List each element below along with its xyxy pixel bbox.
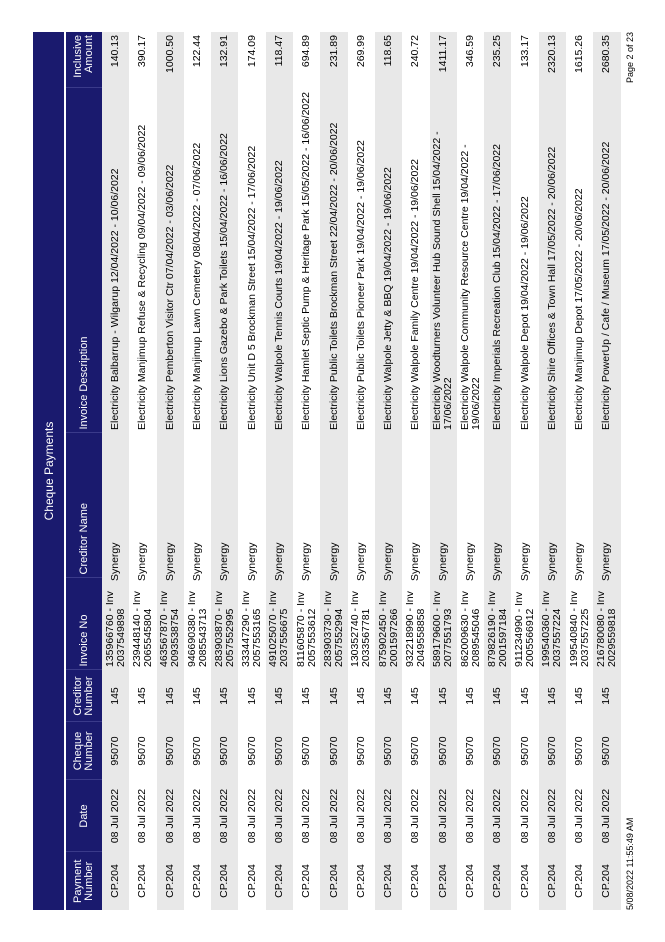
- cell-invoice-no: 283903730 - Inv 2057552994: [322, 591, 346, 667]
- table-row: [102, 32, 129, 910]
- cell-creditor-name: Synergy: [464, 542, 476, 581]
- footer-timestamp: 5/08/2022 11:55:49 AM: [625, 817, 635, 910]
- cell-date: 08 Jul 2022: [238, 780, 265, 852]
- cell-invoice-creditor: [211, 433, 238, 670]
- cell-cheque-number: 95070: [484, 722, 511, 780]
- cell-creditor-name: Synergy: [109, 542, 122, 581]
- cell-invoice-no: 811605870 - Inv 2057553612: [294, 591, 318, 667]
- cell-creditor-name: Synergy: [491, 542, 504, 581]
- cell-creditor-number: 145: [566, 670, 593, 722]
- cell-date: 08 Jul 2022: [593, 780, 620, 852]
- table-row: [375, 32, 402, 910]
- cell-cheque-number: 95070: [129, 722, 156, 780]
- cell-invoice-no: 199540360 - Inv 2037557224: [540, 591, 564, 667]
- cell-payment-number: CP.204: [293, 852, 320, 910]
- header-cheque-number: Cheque Number: [66, 722, 102, 780]
- cell-creditor-number: 145: [102, 670, 129, 722]
- cell-date: 08 Jul 2022: [266, 780, 293, 852]
- cell-date: 08 Jul 2022: [211, 780, 238, 852]
- cell-cheque-number: 95070: [348, 722, 375, 780]
- cell-cheque-number: 95070: [539, 722, 566, 780]
- cell-invoice-creditor: [129, 433, 156, 670]
- cell-creditor-number: 145: [484, 670, 511, 722]
- cell-payment-number: CP.204: [348, 852, 375, 910]
- cell-invoice-description: Electricity Manjimup Depot 17/05/2022 - 20/06/2022: [566, 88, 593, 433]
- cell-invoice-description: Electricity Lions Gazebo & Park Toilets 15/04/2022 - 16/06/2022: [211, 88, 238, 433]
- cell-inclusive-amount: 2680.35: [593, 32, 620, 88]
- cell-creditor-number: 145: [430, 670, 457, 722]
- cell-invoice-no: 135966760 - Inv 2037549898: [103, 591, 127, 667]
- cell-payment-number: CP.204: [402, 852, 429, 910]
- cell-date: 08 Jul 2022: [430, 780, 457, 852]
- cell-date: 08 Jul 2022: [375, 780, 402, 852]
- cell-inclusive-amount: 1411.17: [430, 32, 457, 88]
- cell-invoice-description: Electricity Unit D 5 Brockman Street 15/04/2022 - 17/06/2022: [238, 88, 265, 433]
- table-row: [266, 32, 293, 910]
- cell-date: 08 Jul 2022: [320, 780, 347, 852]
- table-body: [102, 32, 621, 910]
- cell-invoice-description: Electricity Shire Offices & Town Hall 17/05/2022 - 20/06/2022: [539, 88, 566, 433]
- cell-invoice-no: 216780080 - Inv 2029559818: [594, 591, 618, 667]
- cell-creditor-name: Synergy: [436, 542, 449, 581]
- cell-invoice-creditor: [293, 433, 320, 670]
- cell-inclusive-amount: 174.09: [238, 32, 265, 88]
- cell-invoice-description: Electricity Hamlet Septic Pump & Heritage Park 15/05/2022 - 16/06/2022: [293, 88, 320, 433]
- cell-date: 08 Jul 2022: [511, 780, 538, 852]
- table-header: [66, 32, 102, 910]
- cell-cheque-number: 95070: [211, 722, 238, 780]
- cell-invoice-creditor: [375, 433, 402, 670]
- cell-date: 08 Jul 2022: [184, 780, 211, 852]
- cell-invoice-description: Electricity Manjimup Refuse & Recycling 09/04/2022 - 09/06/2022: [129, 88, 156, 433]
- cell-cheque-number: 95070: [157, 722, 184, 780]
- cell-payment-number: CP.204: [102, 852, 129, 910]
- cell-invoice-creditor: [157, 433, 184, 670]
- cell-date: 08 Jul 2022: [457, 780, 484, 852]
- cell-invoice-no: 911234990 - Inv 2005566912: [513, 591, 537, 667]
- cell-inclusive-amount: 122.44: [184, 32, 211, 88]
- cell-invoice-description: Electricity Walpole Tennis Courts 19/04/2022 - 19/06/2022: [266, 88, 293, 433]
- cell-invoice-no: 862009630 - Inv 2089545046: [458, 591, 482, 667]
- cell-inclusive-amount: 240.72: [402, 32, 429, 88]
- cell-creditor-name: Synergy: [136, 542, 149, 581]
- cell-creditor-number: 145: [320, 670, 347, 722]
- cell-inclusive-amount: 269.99: [348, 32, 375, 88]
- cell-creditor-name: Synergy: [272, 542, 285, 581]
- report-title: Cheque Payments: [33, 32, 66, 910]
- cell-cheque-number: 95070: [266, 722, 293, 780]
- cell-invoice-description: Electricity Walpole Community Resource Centre 19/04/2022 - 19/06/2022: [457, 88, 484, 433]
- table-row: [211, 32, 238, 910]
- cell-inclusive-amount: 1615.26: [566, 32, 593, 88]
- cell-inclusive-amount: 694.89: [293, 32, 320, 88]
- cell-inclusive-amount: 118.47: [266, 32, 293, 88]
- cell-payment-number: CP.204: [320, 852, 347, 910]
- cell-creditor-name: Synergy: [600, 542, 613, 581]
- cell-creditor-name: Synergy: [545, 542, 558, 581]
- cell-date: 08 Jul 2022: [484, 780, 511, 852]
- cell-creditor-number: 145: [293, 670, 320, 722]
- cell-invoice-creditor: [539, 433, 566, 670]
- cell-payment-number: CP.204: [238, 852, 265, 910]
- cell-creditor-name: Synergy: [573, 542, 586, 581]
- cell-inclusive-amount: 231.89: [320, 32, 347, 88]
- table-row: [402, 32, 429, 910]
- cell-inclusive-amount: 118.65: [375, 32, 402, 88]
- table-row: [484, 32, 511, 910]
- cell-date: 08 Jul 2022: [402, 780, 429, 852]
- cell-cheque-number: 95070: [457, 722, 484, 780]
- footer-page-number: Page 2 of 23: [625, 32, 635, 84]
- cell-date: 08 Jul 2022: [566, 780, 593, 852]
- cell-invoice-creditor: [511, 433, 538, 670]
- cell-cheque-number: 95070: [430, 722, 457, 780]
- cell-payment-number: CP.204: [484, 852, 511, 910]
- cell-date: 08 Jul 2022: [539, 780, 566, 852]
- cell-invoice-description: Electricity PowerUp / Cafe / Museum 17/05/2022 - 20/06/2022: [593, 88, 620, 433]
- header-creditor-number: Creditor Number: [66, 670, 102, 722]
- cell-creditor-number: 145: [511, 670, 538, 722]
- cell-invoice-description: Electricity Walpole Depot 19/04/2022 - 19/06/2022: [511, 88, 538, 433]
- cell-invoice-description: Electricity Pemberton Visitor Ctr 07/04/2022 - 03/06/2022: [157, 88, 184, 433]
- cell-payment-number: CP.204: [430, 852, 457, 910]
- table-row: [184, 32, 211, 910]
- cell-invoice-description: Electricity Public Toilets Brockman Street 22/04/2022 - 20/06/2022: [320, 88, 347, 433]
- header-payment-number: Payment Number: [66, 852, 102, 910]
- cell-creditor-name: Synergy: [409, 542, 422, 581]
- cell-inclusive-amount: 1000.50: [157, 32, 184, 88]
- cell-invoice-creditor: [593, 433, 620, 670]
- cell-date: 08 Jul 2022: [293, 780, 320, 852]
- cell-cheque-number: 95070: [511, 722, 538, 780]
- cell-invoice-creditor: [457, 433, 484, 670]
- cell-creditor-name: Synergy: [327, 542, 340, 581]
- cell-payment-number: CP.204: [211, 852, 238, 910]
- header-inclusive-amount: Inclusive Amount: [66, 32, 102, 88]
- cell-date: 08 Jul 2022: [102, 780, 129, 852]
- cell-creditor-name: Synergy: [300, 542, 313, 581]
- cell-payment-number: CP.204: [566, 852, 593, 910]
- cell-date: 08 Jul 2022: [348, 780, 375, 852]
- cell-creditor-number: 145: [211, 670, 238, 722]
- cell-inclusive-amount: 235.25: [484, 32, 511, 88]
- cell-invoice-no: 946690380 - Inv 2085543713: [185, 591, 209, 667]
- cell-date: 08 Jul 2022: [129, 780, 156, 852]
- cell-invoice-description: Electricity Public Toilets Pioneer Park 19/04/2022 - 19/06/2022: [348, 88, 375, 433]
- cell-creditor-number: 145: [402, 670, 429, 722]
- cell-invoice-creditor: [266, 433, 293, 670]
- cell-cheque-number: 95070: [375, 722, 402, 780]
- table-row: [320, 32, 347, 910]
- table-row: [511, 32, 538, 910]
- cell-creditor-number: 145: [157, 670, 184, 722]
- cell-inclusive-amount: 2320.13: [539, 32, 566, 88]
- cell-payment-number: CP.204: [375, 852, 402, 910]
- cell-payment-number: CP.204: [157, 852, 184, 910]
- header-invoice-description: Invoice Description: [66, 88, 102, 433]
- table-row: [430, 32, 457, 910]
- cell-creditor-number: 145: [593, 670, 620, 722]
- cell-cheque-number: 95070: [320, 722, 347, 780]
- cell-invoice-description: Electricity Manjimup Lawn Cemetery 08/04/2022 - 07/06/2022: [184, 88, 211, 433]
- table-row: [238, 32, 265, 910]
- cell-creditor-number: 145: [457, 670, 484, 722]
- cell-payment-number: CP.204: [593, 852, 620, 910]
- cell-cheque-number: 95070: [238, 722, 265, 780]
- cell-inclusive-amount: 390.17: [129, 32, 156, 88]
- cell-creditor-name: Synergy: [218, 542, 231, 581]
- cell-invoice-creditor: [184, 433, 211, 670]
- cell-creditor-name: Synergy: [382, 542, 395, 581]
- cell-creditor-number: 145: [348, 670, 375, 722]
- cell-inclusive-amount: 133.17: [511, 32, 538, 88]
- cell-invoice-creditor: [484, 433, 511, 670]
- cell-creditor-number: 145: [238, 670, 265, 722]
- cell-cheque-number: 95070: [102, 722, 129, 780]
- cell-invoice-description: Electricity Woodturners Volunteer Hub Sound Shell 15/04/2022 - 17/06/2022: [430, 88, 457, 433]
- cell-invoice-no: 932218990 - Inv 2049558858: [403, 591, 427, 667]
- table-row: [593, 32, 620, 910]
- table-row: [293, 32, 320, 910]
- cell-inclusive-amount: 140.13: [102, 32, 129, 88]
- cell-creditor-name: Synergy: [354, 542, 367, 581]
- table-row: [157, 32, 184, 910]
- cell-invoice-description: Electricity Walpole Jetty & BBQ 19/04/2022 - 19/06/2022: [375, 88, 402, 433]
- cell-creditor-number: 145: [375, 670, 402, 722]
- header-date: Date: [66, 780, 102, 852]
- header-creditor-name: Creditor Name: [66, 433, 102, 578]
- cell-invoice-creditor: [402, 433, 429, 670]
- cell-invoice-no: 239448140 - Inv 2065545804: [130, 591, 154, 667]
- cheque-payments-table: [66, 32, 621, 910]
- cell-invoice-creditor: [320, 433, 347, 670]
- cell-cheque-number: 95070: [593, 722, 620, 780]
- cell-cheque-number: 95070: [184, 722, 211, 780]
- cell-payment-number: CP.204: [184, 852, 211, 910]
- table-row: [457, 32, 484, 910]
- cell-invoice-no: 283903870 - Inv 2057552995: [212, 591, 236, 667]
- cell-creditor-number: 145: [184, 670, 211, 722]
- cell-invoice-no: 130352740 - Inv 2033567781: [349, 591, 373, 667]
- table-row: [566, 32, 593, 910]
- cell-creditor-name: Synergy: [518, 542, 531, 581]
- cell-payment-number: CP.204: [539, 852, 566, 910]
- cell-invoice-no: 875902450 - Inv 2001597266: [376, 591, 400, 667]
- cell-invoice-creditor: [238, 433, 265, 670]
- cell-invoice-no: 199540840 - Inv 2037557225: [567, 591, 591, 667]
- cell-invoice-no: 333447290 - Inv 2057553165: [240, 591, 264, 667]
- cheque-payments-table-container: [33, 32, 621, 910]
- cell-payment-number: CP.204: [266, 852, 293, 910]
- cell-payment-number: CP.204: [457, 852, 484, 910]
- cell-inclusive-amount: 346.59: [457, 32, 484, 88]
- cell-payment-number: CP.204: [511, 852, 538, 910]
- cell-creditor-name: Synergy: [163, 542, 176, 581]
- cell-creditor-number: 145: [266, 670, 293, 722]
- table-row: [539, 32, 566, 910]
- cell-invoice-creditor: [348, 433, 375, 670]
- cell-invoice-creditor: [430, 433, 457, 670]
- cell-invoice-no: 491025070 - Inv 2037556675: [267, 591, 291, 667]
- table-row: [348, 32, 375, 910]
- cell-creditor-number: 145: [129, 670, 156, 722]
- cell-invoice-creditor: [102, 433, 129, 670]
- cell-cheque-number: 95070: [402, 722, 429, 780]
- cell-cheque-number: 95070: [293, 722, 320, 780]
- cell-date: 08 Jul 2022: [157, 780, 184, 852]
- cell-creditor-number: 145: [539, 670, 566, 722]
- cell-creditor-name: Synergy: [191, 542, 204, 581]
- cell-creditor-name: Synergy: [245, 542, 258, 581]
- cell-invoice-no: 879826190 - Inv 2001597184: [485, 591, 509, 667]
- cell-invoice-description: Electricity Balbarrup - Wilgarup 12/04/2022 - 10/06/2022: [102, 88, 129, 433]
- cell-invoice-no: 463567870 - Inv 2093538754: [158, 591, 182, 667]
- header-invoice-no: Invoice No: [66, 578, 102, 670]
- cell-invoice-description: Electricity Walpole Family Centre 19/04/2022 - 19/06/2022: [402, 88, 429, 433]
- cell-cheque-number: 95070: [566, 722, 593, 780]
- cell-invoice-no: 589179600 - Inv 2077551793: [431, 591, 455, 667]
- cell-invoice-description: Electricity Imperials Recreation Club 15/04/2022 - 17/06/2022: [484, 88, 511, 433]
- table-row: [129, 32, 156, 910]
- cell-invoice-creditor: [566, 433, 593, 670]
- cell-payment-number: CP.204: [129, 852, 156, 910]
- cell-inclusive-amount: 132.91: [211, 32, 238, 88]
